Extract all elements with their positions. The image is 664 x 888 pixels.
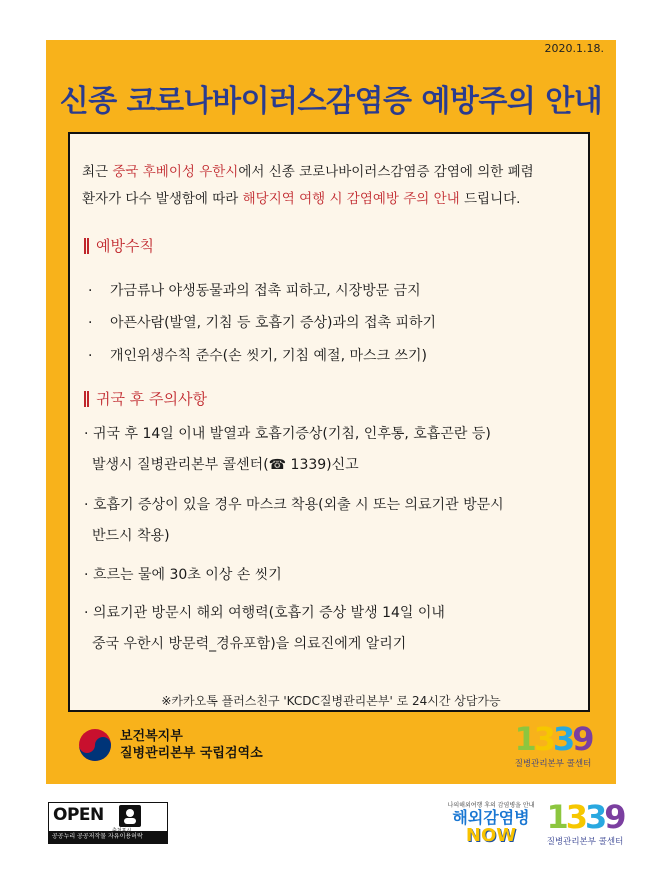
list-item: · 호흡기 증상이 있을 경우 마스크 착용(외출 시 또는 의료기관 방문시 반드시 착용) <box>84 497 504 544</box>
org-ministry: 보건복지부 <box>120 729 183 744</box>
attribution-person-icon <box>119 805 141 827</box>
section-return-heading: 귀국 후 주의사항 <box>84 388 207 409</box>
list-item: · 아픈사람(발열, 기침 등 호흡기 증상)과의 접촉 피하기 <box>88 315 437 331</box>
callcenter-1339-logo: 1339 질병관리본부 콜센터 <box>514 720 592 769</box>
list-item: · 개인위생수칙 준수(손 씻기, 기침 예절, 마스크 쓰기) <box>88 348 428 364</box>
kakao-consult-note: ※카카오톡 플러스친구 'KCDC질병관리본부' 로 24시간 상담가능 <box>161 694 501 708</box>
open-license-strip: 공공누리 공공저작물 자유이용허락 <box>49 831 167 843</box>
list-item: · 가금류나 야생동물과의 접촉 피하고, 시장방문 금지 <box>88 283 421 299</box>
org-block <box>78 728 263 762</box>
notice-panel <box>68 132 590 712</box>
intro-highlight-notice: 해당지역 여행 시 감염예방 주의 안내 <box>242 191 460 207</box>
section-bar-icon <box>84 391 89 407</box>
list-item: · 귀국 후 14일 이내 발열과 호흡기증상(기침, 인후통, 호흡곤란 등) 발생시 질병관리본부 콜센터(☎ 1339)신고 <box>84 426 491 473</box>
taegeuk-emblem-icon <box>78 728 112 762</box>
overseas-disease-now-logo: 나의해외여행 후의 감염병을 안내 해외감염병 NOW <box>447 802 535 846</box>
intro-line-2: 환자가 다수 발생함에 따라 해당지역 여행 시 감염예방 주의 안내 드립니다. <box>82 191 521 207</box>
org-kcdc: 질병관리본부 국립검역소 <box>120 746 263 761</box>
page-title: 신종 코로나바이러스감염증 예방주의 안내 <box>59 84 603 119</box>
intro-highlight-region: 중국 후베이성 우한시 <box>112 164 239 180</box>
intro-line-1: 최근 중국 후베이성 우한시에서 신종 코로나바이러스감염증 감염에 의한 폐렴 <box>82 164 534 180</box>
open-license-badge <box>48 802 168 844</box>
open-label: OPEN <box>53 805 104 825</box>
callcenter-1339-logo-bottom: 1339 질병관리본부 콜센터 <box>546 798 624 847</box>
list-item: · 흐르는 물에 30초 이상 손 씻기 <box>84 567 282 583</box>
notice-poster <box>46 40 616 784</box>
date-label: 2020.1.18. <box>544 42 604 55</box>
section-bar-icon <box>84 238 89 254</box>
intro-text <box>82 159 582 213</box>
section-prevention-heading: 예방수칙 <box>84 235 154 256</box>
list-item: · 의료기관 방문시 해외 여행력(호흡기 증상 발생 14일 이내 중국 우한시 방문력_경유포함)을 의료진에게 알리기 <box>84 605 445 652</box>
